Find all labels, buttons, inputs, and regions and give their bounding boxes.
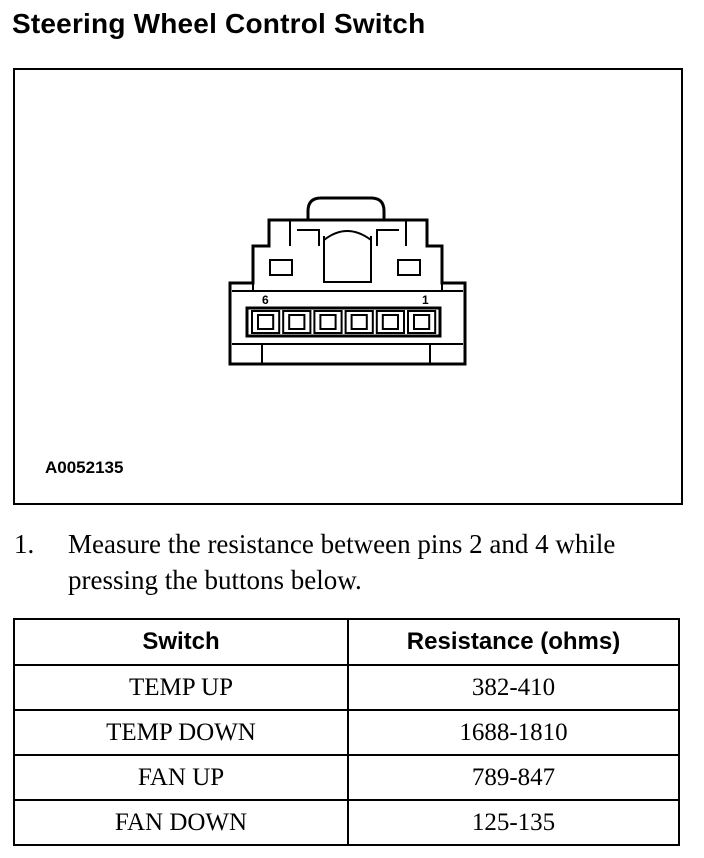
resistance-cell: 382-410: [348, 665, 679, 710]
pin-contact: [414, 315, 429, 329]
step-number: 1.: [14, 529, 35, 559]
table-row: [14, 755, 679, 800]
figure-id: A0052135: [45, 458, 124, 477]
connector-diagram-icon: [15, 70, 681, 503]
pin-6-label: 6: [262, 293, 269, 307]
table-row: [14, 800, 679, 845]
switch-cell: TEMP DOWN: [14, 710, 348, 755]
pin-contact: [352, 315, 367, 329]
step-text: Measure the resistance between pins 2 and 4 while pressing the buttons below.: [68, 529, 616, 595]
column-header-switch: Switch: [14, 619, 348, 665]
table-row: [14, 710, 679, 755]
pin-contact: [289, 315, 304, 329]
resistance-cell: 125-135: [348, 800, 679, 845]
pin-1-label: 1: [422, 293, 429, 307]
switch-cell: FAN DOWN: [14, 800, 348, 845]
column-header-resistance: Resistance (ohms): [348, 619, 679, 665]
resistance-cell: 1688-1810: [348, 710, 679, 755]
pin-contact: [258, 315, 273, 329]
resistance-table: [13, 618, 680, 846]
table-row: [14, 665, 679, 710]
page-title: Steering Wheel Control Switch: [12, 8, 426, 39]
switch-cell: FAN UP: [14, 755, 348, 800]
resistance-cell: 789-847: [348, 755, 679, 800]
pin-contact: [383, 315, 398, 329]
switch-cell: TEMP UP: [14, 665, 348, 710]
connector-figure: [13, 68, 683, 505]
pin-contact: [320, 315, 335, 329]
table-header-row: [14, 619, 679, 665]
